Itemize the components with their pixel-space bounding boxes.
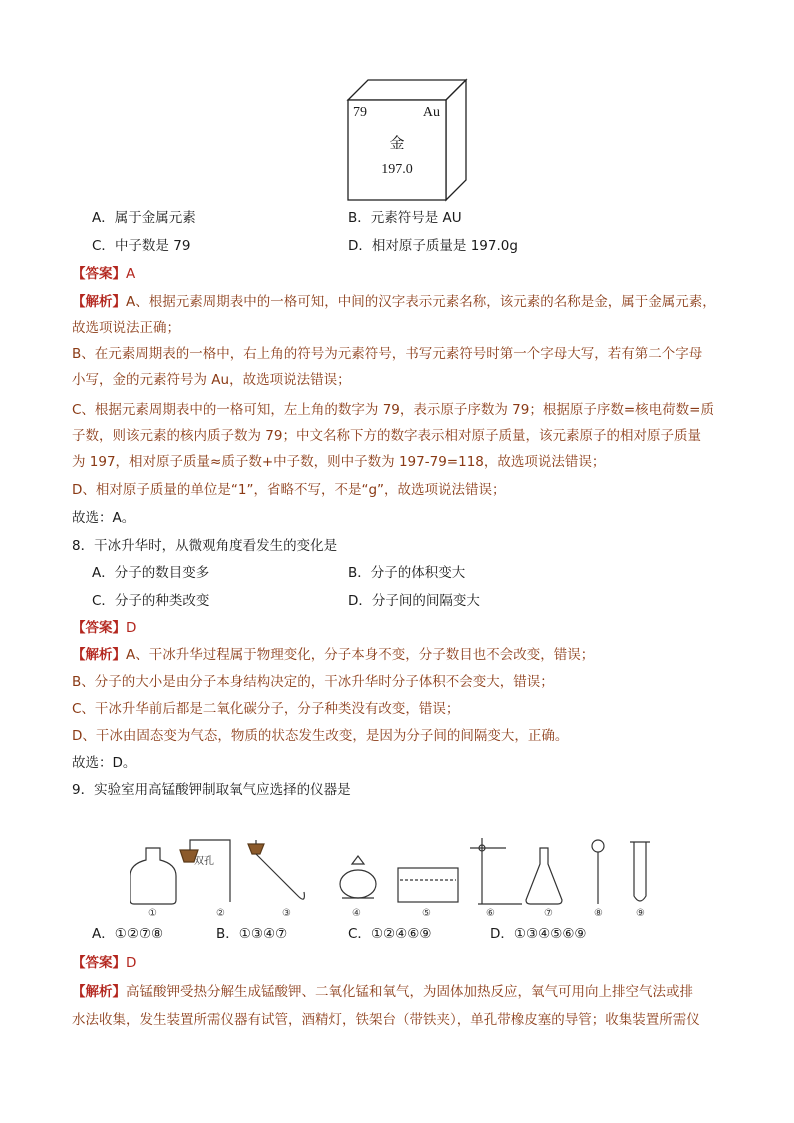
q7-analysis-line: B、在元素周期表的一格中，右上角的符号为元素符号，书写元素符号时第一个字母大写，若有第二个字母: [72, 346, 703, 362]
apparatus-label-9: ⑨: [636, 908, 645, 919]
q9-answer: 【答案】D: [72, 955, 137, 971]
q8-option-a: A．分子的数目变多: [92, 565, 210, 581]
q8-option-d: D．分子间的间隔变大: [348, 593, 480, 609]
q7-analysis-line: 【解析】A、根据元素周期表中的一格可知，中间的汉字表示元素名称，该元素的名称是金，属于金属元素，: [72, 294, 716, 310]
wide-mouth-bottle: [130, 848, 176, 904]
element-symbol: Au: [422, 105, 440, 120]
q7-analysis-line: D、相对原子质量的单位是“1”，省略不写，不是“g”，故选项说法错误；: [72, 482, 506, 498]
q9-option-b: B．①③④⑦: [216, 926, 288, 942]
apparatus-label-5: ⑤: [422, 908, 431, 919]
apparatus-label-3: ③: [282, 908, 291, 919]
lamp-cap: [352, 856, 364, 864]
bent-glass-tube: [190, 840, 230, 902]
single-hole-stopper: [248, 844, 264, 854]
q9-analysis-line: 水法收集，发生装置所需仪器有试管，酒精灯，铁架台（带铁夹），单孔带橡皮塞的导管；收集装置所需仪: [72, 1012, 700, 1028]
apparatus-drawings: [130, 838, 660, 918]
q8-conclusion: 故选：D。: [72, 755, 137, 771]
q8-analysis-line: 【解析】A、干冰升华过程属于物理变化，分子本身不变，分子数目也不会改变，错误；: [72, 647, 595, 663]
q7-analysis-line: 故选项说法正确；: [72, 320, 180, 336]
funnel-bulb: [592, 840, 604, 852]
q9-option-a: A．①②⑦⑧: [92, 926, 164, 942]
q7-option-c: C．中子数是 79: [92, 238, 191, 254]
q7-analysis-line: 小写，金的元素符号为 Au，故选项说法错误；: [72, 372, 351, 388]
apparatus-label-6: ⑥: [486, 908, 495, 919]
q7-analysis-line: 为 197，相对原子质量≈质子数+中子数，则中子数为 197-79=118，故选项说法错误；: [72, 454, 606, 470]
apparatus-label-1: ①: [148, 908, 157, 919]
element-cube-figure: [320, 76, 470, 206]
q9-option-c: C．①②④⑥⑨: [348, 926, 432, 942]
atomic-mass: 197.0: [381, 162, 413, 177]
conical-flask: [526, 848, 562, 904]
q8-stem: 8．干冰升华时，从微观角度看发生的变化是: [72, 538, 338, 554]
stopper-label: 双孔: [194, 856, 214, 867]
q8-analysis-line: B、分子的大小是由分子本身结构决定的，干冰升华时分子体积不会变大，错误；: [72, 674, 554, 690]
q8-analysis-line: C、干冰升华前后都是二氧化碳分子，分子种类没有改变，错误；: [72, 701, 460, 717]
test-tube: [634, 842, 646, 901]
atomic-number: 79: [353, 105, 367, 120]
q8-analysis-line: D、干冰由固态变为气态，物质的状态发生改变，是因为分子间的间隔变大，正确。: [72, 728, 569, 744]
apparatus-label-2: ②: [216, 908, 225, 919]
apparatus-label-7: ⑦: [544, 908, 553, 919]
q7-option-a: A．属于金属元素: [92, 210, 196, 226]
alcohol-lamp: [340, 870, 376, 898]
q9-option-d: D．①③④⑤⑥⑨: [490, 926, 587, 942]
water-trough: [398, 868, 458, 902]
q7-analysis-line: C、根据元素周期表中的一格可知，左上角的数字为 79，表示原子序数为 79；根据原子序数=核电荷数=质: [72, 402, 714, 418]
apparatus-label-4: ④: [352, 908, 361, 919]
q9-stem: 9．实验室用高锰酸钾制取氧气应选择的仪器是: [72, 782, 351, 798]
q7-conclusion: 故选：A。: [72, 510, 136, 526]
apparatus-figure: [130, 838, 660, 918]
q9-analysis-line: 【解析】高锰酸钾受热分解生成锰酸钾、二氧化锰和氧气，为固体加热反应，氧气可用向上排空气法或排: [72, 984, 693, 1000]
q7-option-b: B．元素符号是 AU: [348, 210, 462, 226]
q8-option-c: C．分子的种类改变: [92, 593, 210, 609]
apparatus-label-8: ⑧: [594, 908, 603, 919]
q8-option-b: B．分子的体积变大: [348, 565, 466, 581]
element-name: 金: [389, 134, 405, 152]
q8-answer: 【答案】D: [72, 620, 137, 636]
iron-stand: [470, 838, 522, 904]
q7-analysis-line: 子数，则该元素的核内质子数为 79；中文名称下方的数字表示相对原子质量，该元素原子的相对原子质量: [72, 428, 701, 444]
delivery-tube: [256, 840, 304, 899]
q7-answer: 【答案】A: [72, 266, 136, 282]
q7-option-d: D．相对原子质量是 197.0g: [348, 238, 518, 254]
